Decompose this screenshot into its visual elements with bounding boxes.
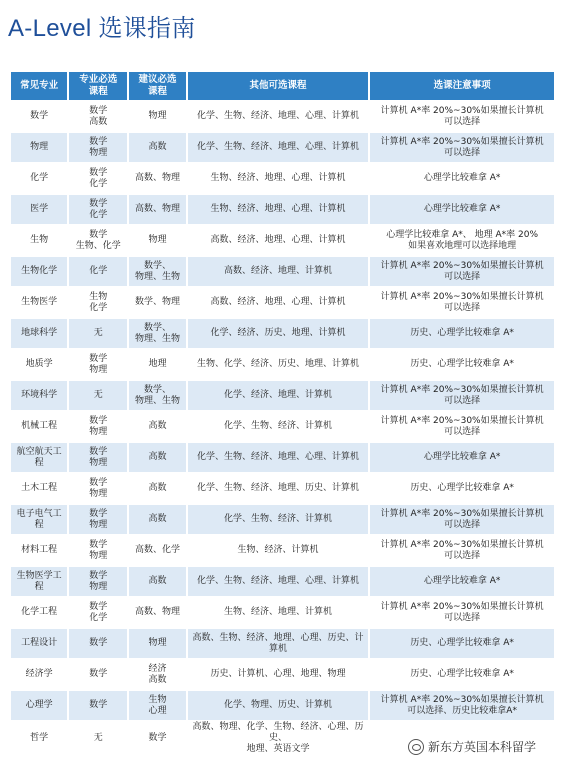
- cell-notes: 历史、心理学比较难拿 A*: [370, 474, 554, 503]
- cell-recommended: 物理: [129, 102, 185, 131]
- cell-optional: 历史、计算机、心理、地理、物理: [188, 660, 369, 689]
- cell-major: 化学: [11, 164, 67, 193]
- cell-notes: 计算机 A*率 20%~30%如果擅长计算机 可以选择: [370, 536, 554, 565]
- cell-optional: 化学、经济、历史、地理、计算机: [188, 319, 369, 348]
- watermark: [408, 738, 536, 755]
- cell-notes: 计算机 A*率 20%~30%如果擅长计算机 可以选择: [370, 598, 554, 627]
- cell-major: 电子电气工程: [11, 505, 67, 534]
- cell-major: 地质学: [11, 350, 67, 379]
- table-row: [11, 164, 554, 193]
- cell-notes: 心理学比较难拿 A*: [370, 567, 554, 596]
- cell-notes: 心理学比较难拿 A*: [370, 443, 554, 472]
- cell-required: 无: [69, 381, 127, 410]
- cell-major: 医学: [11, 195, 67, 224]
- cell-major: 机械工程: [11, 412, 67, 441]
- cell-optional: 生物、经济、地理、计算机: [188, 598, 369, 627]
- cell-major: 环境科学: [11, 381, 67, 410]
- table-row: [11, 133, 554, 162]
- cell-required: 无: [69, 319, 127, 348]
- table-row: [11, 412, 554, 441]
- wechat-icon: [408, 739, 424, 755]
- cell-major: 数学: [11, 102, 67, 131]
- table-row: [11, 660, 554, 689]
- cell-optional: 生物、经济、计算机: [188, 536, 369, 565]
- cell-notes: 心理学比较难拿 A*: [370, 164, 554, 193]
- cell-optional: 化学、生物、经济、地理、心理、计算机: [188, 133, 369, 162]
- cell-required: 数学 物理: [69, 474, 127, 503]
- cell-optional: 化学、生物、经济、地理、历史、计算机: [188, 474, 369, 503]
- cell-recommended: 数学、 物理、生物: [129, 381, 185, 410]
- table-row: [11, 567, 554, 596]
- cell-required: 数学 化学: [69, 598, 127, 627]
- cell-optional: 高数、经济、地理、计算机: [188, 257, 369, 286]
- table-row: [11, 443, 554, 472]
- cell-required: 数学: [69, 660, 127, 689]
- watermark-text: 新东方英国本科留学: [428, 740, 537, 754]
- cell-major: 哲学: [11, 722, 67, 755]
- cell-recommended: 高数: [129, 505, 185, 534]
- cell-recommended: 经济 高数: [129, 660, 185, 689]
- cell-recommended: 高数: [129, 474, 185, 503]
- cell-required: 化学: [69, 257, 127, 286]
- table-row: [11, 102, 554, 131]
- cell-recommended: 高数、物理: [129, 195, 185, 224]
- cell-notes: 历史、心理学比较难拿 A*: [370, 350, 554, 379]
- header-major: 常见专业: [11, 72, 67, 100]
- cell-major: 生物: [11, 226, 67, 255]
- cell-required: 数学 生物、化学: [69, 226, 127, 255]
- table-row: [11, 195, 554, 224]
- cell-major: 生物医学: [11, 288, 67, 317]
- cell-major: 物理: [11, 133, 67, 162]
- table-header-row: [11, 72, 554, 100]
- cell-optional: 化学、物理、历史、计算机: [188, 691, 369, 720]
- cell-major: 经济学: [11, 660, 67, 689]
- cell-optional: 高数、经济、地理、心理、计算机: [188, 288, 369, 317]
- cell-required: 无: [69, 722, 127, 755]
- table-row: [11, 226, 554, 255]
- cell-major: 化学工程: [11, 598, 67, 627]
- cell-optional: 生物、经济、地理、心理、计算机: [188, 195, 369, 224]
- cell-required: 数学 物理: [69, 350, 127, 379]
- page-title: A-Level 选课指南: [8, 15, 196, 42]
- cell-notes: 计算机 A*率 20%~30%如果擅长计算机 可以选择: [370, 288, 554, 317]
- cell-optional: 化学、生物、经济、地理、心理、计算机: [188, 567, 369, 596]
- cell-recommended: 数学、 物理、生物: [129, 257, 185, 286]
- cell-notes: 计算机 A*率 20%~30%如果擅长计算机 可以选择: [370, 133, 554, 162]
- cell-major: 生物医学工程: [11, 567, 67, 596]
- cell-optional: 高数、生物、经济、地理、心理、历史、计算机: [188, 629, 369, 658]
- table-row: [11, 288, 554, 317]
- cell-recommended: 高数: [129, 443, 185, 472]
- cell-required: 数学 物理: [69, 412, 127, 441]
- table-row: [11, 691, 554, 720]
- cell-required: 数学: [69, 691, 127, 720]
- cell-optional: 化学、生物、经济、地理、心理、计算机: [188, 443, 369, 472]
- course-guide-table: [9, 70, 556, 757]
- cell-required: 生物 化学: [69, 288, 127, 317]
- table-row: [11, 536, 554, 565]
- cell-notes: 计算机 A*率 20%~30%如果擅长计算机 可以选择: [370, 505, 554, 534]
- table-row: [11, 257, 554, 286]
- cell-recommended: 数学: [129, 722, 185, 755]
- cell-required: 数学 物理: [69, 567, 127, 596]
- cell-recommended: 高数: [129, 133, 185, 162]
- cell-required: 数学 化学: [69, 164, 127, 193]
- table-row: [11, 474, 554, 503]
- cell-recommended: 高数、物理: [129, 598, 185, 627]
- cell-required: 数学 高数: [69, 102, 127, 131]
- cell-notes: 计算机 A*率 20%~30%如果擅长计算机 可以选择: [370, 102, 554, 131]
- cell-recommended: 高数: [129, 567, 185, 596]
- cell-major: 生物化学: [11, 257, 67, 286]
- cell-major: 工程设计: [11, 629, 67, 658]
- cell-notes: 计算机 A*率 20%~30%如果擅长计算机 可以选择: [370, 412, 554, 441]
- table-row: [11, 505, 554, 534]
- cell-required: 数学 化学: [69, 195, 127, 224]
- cell-recommended: 生物 心理: [129, 691, 185, 720]
- cell-major: 航空航天工程: [11, 443, 67, 472]
- cell-recommended: 地理: [129, 350, 185, 379]
- cell-recommended: 高数: [129, 412, 185, 441]
- cell-recommended: 物理: [129, 629, 185, 658]
- cell-required: 数学 物理: [69, 505, 127, 534]
- cell-recommended: 数学、 物理、生物: [129, 319, 185, 348]
- cell-recommended: 高数、物理: [129, 164, 185, 193]
- cell-optional: 化学、生物、经济、计算机: [188, 412, 369, 441]
- cell-notes: 心理学比较难拿 A*、 地理 A*率 20% 如果喜欢地理可以选择地理: [370, 226, 554, 255]
- cell-required: 数学 物理: [69, 443, 127, 472]
- cell-notes: 计算机 A*率 20%~30%如果擅长计算机 可以选择: [370, 381, 554, 410]
- cell-major: 地球科学: [11, 319, 67, 348]
- table-row: [11, 350, 554, 379]
- cell-notes: 心理学比较难拿 A*: [370, 195, 554, 224]
- cell-optional: 生物、化学、经济、历史、地理、计算机: [188, 350, 369, 379]
- cell-required: 数学: [69, 629, 127, 658]
- cell-recommended: 物理: [129, 226, 185, 255]
- cell-recommended: 高数、化学: [129, 536, 185, 565]
- cell-required: 数学 物理: [69, 536, 127, 565]
- header-recommended: 建议必选 课程: [129, 72, 185, 100]
- header-required: 专业必选 课程: [69, 72, 127, 100]
- header-optional: 其他可选课程: [188, 72, 369, 100]
- table-row: [11, 629, 554, 658]
- header-notes: 选课注意事项: [370, 72, 554, 100]
- cell-optional: 生物、经济、地理、心理、计算机: [188, 164, 369, 193]
- cell-optional: 化学、经济、地理、计算机: [188, 381, 369, 410]
- cell-notes: 历史、心理学比较难拿 A*: [370, 660, 554, 689]
- table-body: [11, 102, 554, 755]
- cell-optional: 化学、生物、经济、计算机: [188, 505, 369, 534]
- cell-notes: 计算机 A*率 20%~30%如果擅长计算机 可以选择: [370, 257, 554, 286]
- cell-optional: 高数、经济、地理、心理、计算机: [188, 226, 369, 255]
- cell-optional: 高数、物理、化学、生物、经济、心理、历史、 地理、英语文学: [188, 722, 369, 755]
- table-row: [11, 381, 554, 410]
- table-row: [11, 319, 554, 348]
- cell-notes: 历史、心理学比较难拿 A*: [370, 319, 554, 348]
- table-row: [11, 598, 554, 627]
- cell-required: 数学 物理: [69, 133, 127, 162]
- cell-recommended: 数学、物理: [129, 288, 185, 317]
- cell-major: 土木工程: [11, 474, 67, 503]
- cell-notes: 计算机 A*率 20%~30%如果擅长计算机 可以选择、历史比较难拿A*: [370, 691, 554, 720]
- cell-major: 材料工程: [11, 536, 67, 565]
- cell-notes: 历史、心理学比较难拿 A*: [370, 629, 554, 658]
- cell-optional: 化学、生物、经济、地理、心理、计算机: [188, 102, 369, 131]
- cell-major: 心理学: [11, 691, 67, 720]
